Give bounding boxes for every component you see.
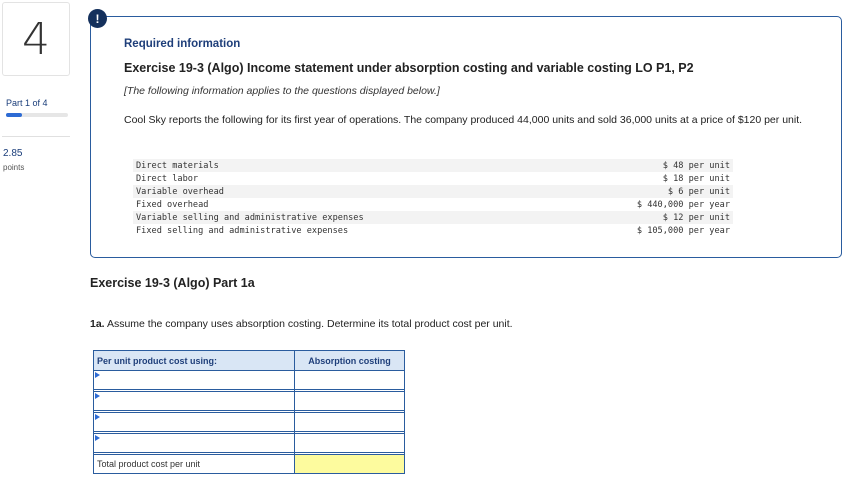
answer-label-input[interactable] — [94, 371, 294, 389]
cost-amount: $ 6 per unit — [618, 185, 733, 198]
cost-amount: $ 440,000 per year — [636, 199, 730, 210]
question-rail — [0, 0, 72, 487]
cost-label: Fixed selling and administrative expenses — [136, 225, 349, 236]
required-information-panel — [90, 16, 842, 258]
exercise-title: Exercise 19-3 (Algo) Income statement under absorption costing and variable costing LO P1, P2 — [124, 61, 694, 75]
cost-amount: $ 12 per unit — [618, 211, 733, 224]
answer-label-input[interactable] — [94, 434, 294, 452]
answer-row — [94, 371, 405, 390]
rail-divider — [2, 136, 70, 137]
info-note: [The following information applies to the questions displayed below.] — [124, 85, 440, 97]
dropdown-flag-icon — [95, 393, 100, 399]
answer-label-cell[interactable] — [94, 371, 295, 390]
cost-amount: $ 18 per unit — [662, 173, 730, 184]
points-label: points — [3, 163, 25, 172]
answer-row — [94, 392, 405, 411]
table-row — [133, 211, 733, 224]
answer-table — [93, 350, 405, 474]
table-row — [133, 224, 733, 237]
points-value: 2.85 — [3, 148, 23, 159]
question-number: 4 — [22, 13, 50, 65]
answer-label-cell[interactable] — [94, 392, 295, 411]
answer-label-cell[interactable] — [94, 434, 295, 453]
alert-icon: ! — [88, 9, 107, 28]
table-row — [133, 198, 733, 211]
part-progress-bar — [6, 113, 68, 117]
cost-label: Variable overhead — [133, 185, 618, 198]
table-row — [133, 159, 733, 172]
answer-value-input[interactable] — [295, 413, 404, 431]
dropdown-flag-icon — [95, 414, 100, 420]
question-number-box[interactable] — [2, 2, 70, 76]
required-information-heading: Required information — [124, 38, 241, 50]
answer-value-input[interactable] — [295, 392, 404, 410]
answer-label-input[interactable] — [94, 392, 294, 410]
table-row — [133, 185, 733, 198]
answer-row — [94, 413, 405, 432]
cost-label: Direct labor — [136, 173, 199, 184]
total-value-cell[interactable] — [295, 455, 405, 474]
answer-value-cell[interactable] — [295, 371, 405, 390]
part-label: Part 1 of 4 — [6, 98, 48, 108]
answer-value-cell[interactable] — [295, 392, 405, 411]
answer-value-input[interactable] — [295, 371, 404, 389]
answer-header-value: Absorption costing — [295, 351, 405, 371]
part-progress-fill — [6, 113, 22, 117]
cost-label: Variable selling and administrative expenses — [133, 211, 618, 224]
question-number-label: 1a. — [90, 318, 105, 330]
cost-amount: $ 48 per unit — [618, 159, 733, 172]
cost-amount: $ 105,000 per year — [636, 225, 730, 236]
total-label: Total product cost per unit — [94, 455, 295, 474]
answer-label-cell[interactable] — [94, 413, 295, 432]
part-title: Exercise 19-3 (Algo) Part 1a — [90, 276, 255, 290]
dropdown-flag-icon — [95, 435, 100, 441]
answer-header-row — [94, 351, 405, 371]
cost-label: Direct materials — [133, 159, 618, 172]
total-value-input[interactable] — [295, 455, 404, 473]
answer-header-label: Per unit product cost using: — [94, 351, 295, 371]
cost-label: Fixed overhead — [136, 199, 209, 210]
cost-table — [133, 159, 733, 237]
answer-value-cell[interactable] — [295, 434, 405, 453]
question-text — [90, 318, 513, 330]
table-row — [133, 172, 733, 185]
question-body: Assume the company uses absorption costing. Determine its total product cost per unit. — [104, 318, 513, 330]
answer-label-input[interactable] — [94, 413, 294, 431]
answer-value-input[interactable] — [295, 434, 404, 452]
report-text: Cool Sky reports the following for its first year of operations. The company produced 44,000 units and sold 36,000 units at a price of $120 per unit. — [124, 114, 803, 126]
answer-row — [94, 434, 405, 453]
dropdown-flag-icon — [95, 372, 100, 378]
total-row — [94, 455, 405, 474]
answer-value-cell[interactable] — [295, 413, 405, 432]
